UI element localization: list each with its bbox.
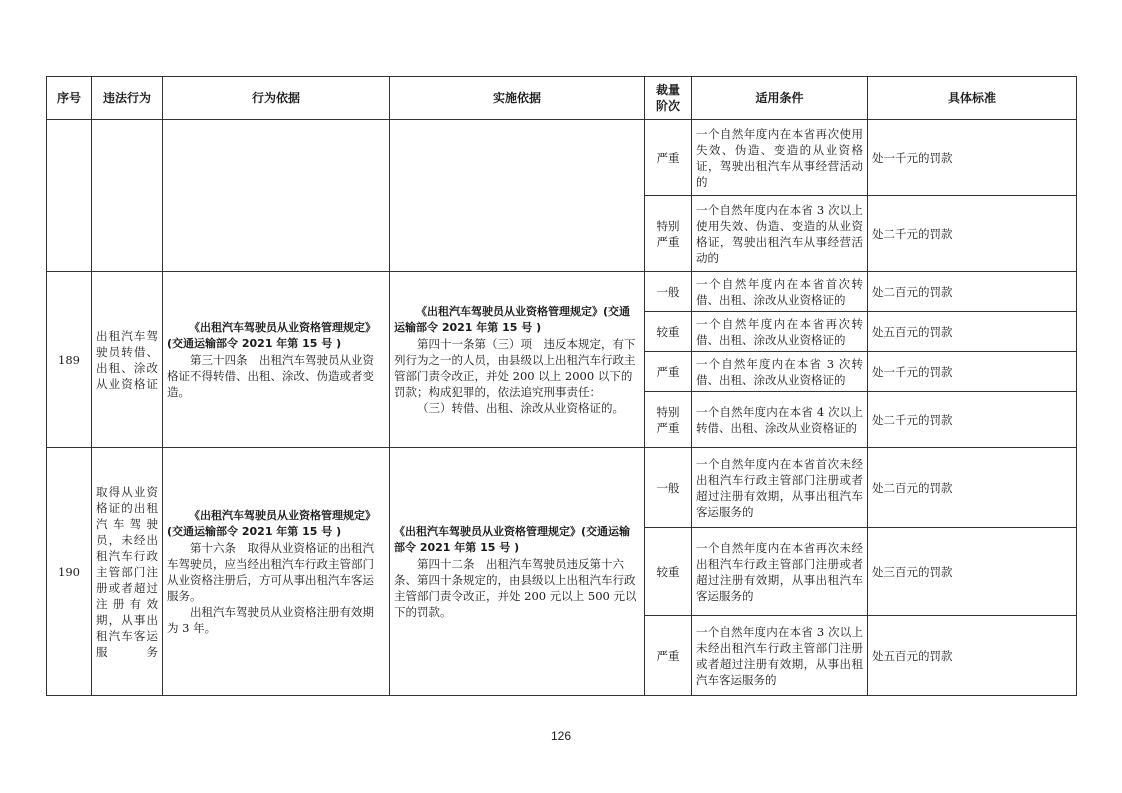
condition-cell: 一个自然年度内在本省 3 次转借、出租、涂改从业资格证的 <box>692 352 868 392</box>
violation-cell: 取得从业资格证的出租汽车驾驶员，未经出租汽车行政主管部门注册或者超过注册有效期，从事出租汽车客运服务 <box>92 448 163 696</box>
regulation-article: 第十六条 取得从业资格证的出租汽车驾驶员，应当经出租汽车行政主管部门从业资格注册后，方可从事出租汽车客运服务。 <box>167 540 374 603</box>
condition-cell: 一个自然年度内在本省再次使用失效、伪造、变造的从业资格证，驾驶出租汽车从事经营活动的 <box>692 120 868 196</box>
condition-cell: 一个自然年度内在本省 4 次以上转借、出租、涂改从业资格证的 <box>692 392 868 448</box>
seq-cell <box>47 120 92 272</box>
violation-cell <box>92 120 163 272</box>
level-cell: 较重 <box>645 528 692 616</box>
standard-cell: 处五百元的罚款 <box>868 312 1077 352</box>
condition-cell: 一个自然年度内在本省首次转借、出租、涂改从业资格证的 <box>692 272 868 312</box>
header-discretion-level: 裁量阶次 <box>645 77 692 120</box>
regulation-article: 第四十一条第（三）项 违反本规定，有下列行为之一的人员，由县级以上出租汽车行政主管部门责令改正，并处 200 以上 2000 以下的罚款；构成犯罪的，依法追究刑事责任： <box>394 336 636 399</box>
standard-cell: 处二千元的罚款 <box>868 196 1077 272</box>
level-cell <box>645 196 692 272</box>
standard-cell: 处一千元的罚款 <box>868 120 1077 196</box>
header-violation: 违法行为 <box>92 77 163 120</box>
condition-cell: 一个自然年度内在本省 3 次以上使用失效、伪造、变造的从业资格证，驾驶出租汽车从事经营活动的 <box>692 196 868 272</box>
standard-cell: 处三百元的罚款 <box>868 528 1077 616</box>
standard-cell: 处二百元的罚款 <box>868 448 1077 528</box>
regulation-title: 《出租汽车驾驶员从业资格管理规定》(交通运输部令 2021 年第 15 号 ) <box>167 320 376 350</box>
implementation-basis-cell <box>390 272 645 448</box>
regulation-title: 《出租汽车驾驶员从业资格管理规定》(交通运输部令 2021 年第 15 号 ) <box>394 524 631 554</box>
implementation-basis-cell <box>390 448 645 696</box>
table-row <box>47 272 1077 312</box>
level-cell: 严重 <box>645 120 692 196</box>
table-row <box>47 120 1077 196</box>
behavior-basis-cell <box>163 272 390 448</box>
header-behavior-basis: 行为依据 <box>163 77 390 120</box>
condition-cell: 一个自然年度内在本省再次未经出租汽车行政主管部门注册或者超过注册有效期，从事出租汽车客运服务的 <box>692 528 868 616</box>
condition-cell: 一个自然年度内在本省首次未经出租汽车行政主管部门注册或者超过注册有效期，从事出租汽车客运服务的 <box>692 448 868 528</box>
header-standard: 具体标准 <box>868 77 1077 120</box>
level-cell: 一般 <box>645 272 692 312</box>
standard-cell: 处一千元的罚款 <box>868 352 1077 392</box>
seq-cell: 189 <box>47 272 92 448</box>
behavior-basis-cell <box>163 448 390 696</box>
violation-cell: 出租汽车驾驶员转借、出租、涂改从业资格证 <box>92 272 163 448</box>
penalty-standard-table <box>46 76 1077 696</box>
regulation-article: 第三十四条 出租汽车驾驶员从业资格证不得转借、出租、涂改、伪造或者变造。 <box>167 352 374 399</box>
level-cell: 严重 <box>645 616 692 696</box>
table-header-row <box>47 77 1077 120</box>
condition-cell: 一个自然年度内在本省 3 次以上未经出租汽车行政主管部门注册或者超过注册有效期，从事出租汽车客运服务的 <box>692 616 868 696</box>
regulation-article: 第四十二条 出租汽车驾驶员违反第十六条、第四十条规定的，由县级以上出租汽车行政主管部门责令改正，并处 200 元以上 500 元以下的罚款。 <box>394 556 637 619</box>
regulation-article: 出租汽车驾驶员从业资格注册有效期为 3 年。 <box>167 604 374 635</box>
regulation-item: （三）转借、出租、涂改从业资格证的。 <box>417 400 624 415</box>
condition-cell: 一个自然年度内在本省再次转借、出租、涂改从业资格证的 <box>692 312 868 352</box>
page-number: 126 <box>550 729 572 743</box>
standard-cell: 处二千元的罚款 <box>868 392 1077 448</box>
standard-cell: 处五百元的罚款 <box>868 616 1077 696</box>
level-cell: 一般 <box>645 448 692 528</box>
regulation-title: 《出租汽车驾驶员从业资格管理规定》(交通运输部令 2021 年第 15 号 ) <box>394 304 631 334</box>
table-row <box>47 448 1077 528</box>
header-seq: 序号 <box>47 77 92 120</box>
regulation-title: 《出租汽车驾驶员从业资格管理规定》(交通运输部令 2021 年第 15 号 ) <box>167 508 376 538</box>
behavior-basis-cell <box>163 120 390 272</box>
implementation-basis-cell <box>390 120 645 272</box>
header-implementation-basis: 实施依据 <box>390 77 645 120</box>
standard-cell: 处二百元的罚款 <box>868 272 1077 312</box>
level-cell: 严重 <box>645 352 692 392</box>
level-text: 特别严重 <box>656 404 680 435</box>
seq-cell: 190 <box>47 448 92 696</box>
level-cell <box>645 392 692 448</box>
header-conditions: 适用条件 <box>692 77 868 120</box>
level-text: 特别严重 <box>656 218 680 249</box>
level-cell: 较重 <box>645 312 692 352</box>
